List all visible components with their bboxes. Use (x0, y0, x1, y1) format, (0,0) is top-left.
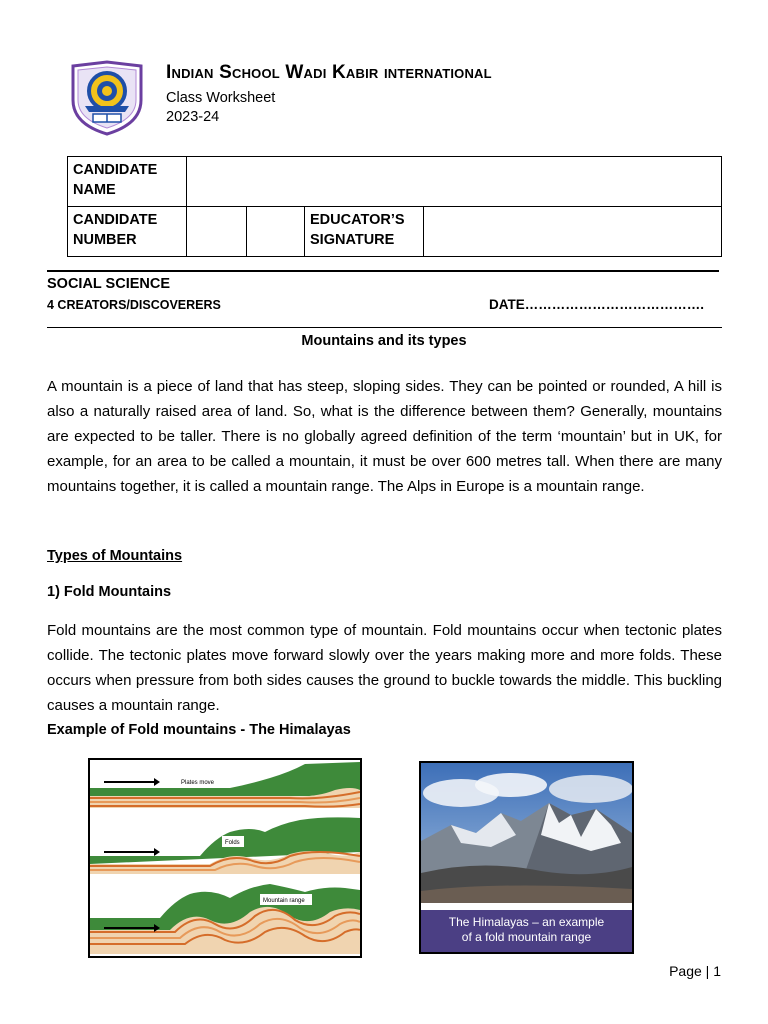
candidate-number-label: CANDIDATE NUMBER (68, 207, 187, 257)
divider (47, 270, 719, 272)
worksheet-title: Mountains and its types (301, 333, 467, 349)
photo-caption-line2: of a fold mountain range (461, 930, 592, 944)
candidate-name-field[interactable] (187, 157, 722, 207)
fold-mountains-heading: 1) Fold Mountains (47, 584, 172, 600)
class-label: 4 CREATORS/DISCOVERERS (47, 298, 221, 312)
subject-label: SOCIAL SCIENCE (47, 276, 171, 292)
intro-paragraph: A mountain is a piece of land that has steep, sloping sides. They can be pointed or rounded, A hill is also a naturally raised area of land. So, what is the difference between them? Generally, mountains are expected to be taller. There is no globally agreed definition of the term ‘mountain’ but in UK, for example, for an area to be called a mountain, it must be over 600 metres tall. When there are many mountains together, it is called a mountain range. The Alps in Europe is a mountain range. (47, 378, 722, 495)
date-field: DATE…………………………………. (489, 297, 704, 312)
school-name: Indian School Wadi Kabir international (166, 62, 492, 83)
panel-folds (90, 817, 360, 874)
candidate-number-field-2[interactable] (247, 207, 305, 257)
educator-signature-label: EDUCATOR’S SIGNATURE (305, 207, 424, 257)
caption-divider (421, 903, 632, 910)
photo-caption-line1: The Himalayas – an example (448, 915, 605, 929)
academic-year: 2023-24 (166, 109, 220, 125)
panel-mountain-range (90, 884, 360, 954)
candidate-name-label: CANDIDATE NAME (68, 157, 187, 207)
diagram-label-folds: Folds (225, 840, 240, 846)
fold-mountains-paragraph: Fold mountains are the most common type of mountain. Fold mountains occur when tectonic plates collide. The tectonic plates move forward slowly over the years making more and more folds. These occurs when pressure from both sides causes the ground to buckle towards the middle. This buckling causes a mountain range. (47, 622, 722, 714)
candidate-number-field-1[interactable] (187, 207, 247, 257)
photo-caption (421, 910, 632, 952)
himalayas-photo (419, 761, 634, 954)
example-heading: Example of Fold mountains - The Himalayas (47, 722, 351, 738)
divider (47, 327, 722, 328)
page-number: Page | 1 (669, 963, 721, 979)
fold-mountain-diagram (88, 758, 362, 958)
diagram-label-plates-move: Plates move (181, 780, 215, 786)
school-crest-logo (69, 60, 145, 136)
candidate-info-table (67, 156, 722, 257)
table-row (68, 207, 722, 257)
table-row (68, 157, 722, 207)
types-heading: Types of Mountains (47, 548, 183, 564)
worksheet-type: Class Worksheet (166, 90, 276, 106)
panel-plates-move (90, 762, 360, 808)
educator-signature-field[interactable] (424, 207, 722, 257)
diagram-label-mountain-range: Mountain range (263, 898, 305, 904)
